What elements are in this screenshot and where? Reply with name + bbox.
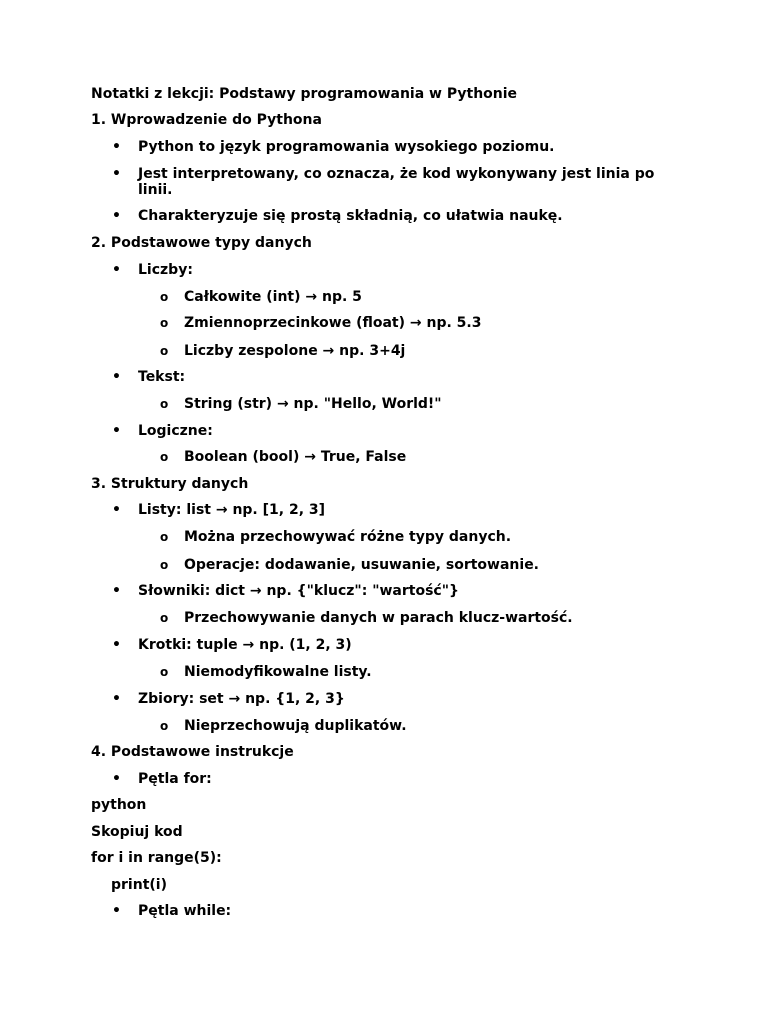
- document-title: Notatki z lekcji: Podstawy programowania w Pythonie: [91, 86, 518, 102]
- list-item: Listy: list → np. [1, 2, 3]: [138, 502, 326, 518]
- sub-list-item: Przechowywanie danych w parach klucz-wartość.: [184, 610, 573, 626]
- bullet-icon: •: [112, 502, 121, 518]
- sub-list-item: Liczby zespolone → np. 3+4j: [184, 343, 406, 359]
- bullet-icon: •: [112, 903, 121, 919]
- circle-bullet-icon: o: [160, 558, 169, 572]
- circle-bullet-icon: o: [160, 316, 169, 330]
- section-1-heading: 1. Wprowadzenie do Pythona: [91, 112, 322, 128]
- bullet-icon: •: [112, 583, 121, 599]
- circle-bullet-icon: o: [160, 344, 169, 358]
- bullet-icon: •: [112, 139, 121, 155]
- bullet-icon: •: [112, 771, 121, 787]
- bullet-icon: •: [112, 208, 121, 224]
- sub-list-item: Zmiennoprzecinkowe (float) → np. 5.3: [184, 315, 482, 331]
- sub-list-item: String (str) → np. "Hello, World!": [184, 396, 442, 412]
- sub-list-item: Niemodyfikowalne listy.: [184, 664, 372, 680]
- list-item: Logiczne:: [138, 423, 213, 439]
- code-line: for i in range(5):: [91, 850, 222, 866]
- list-item: Krotki: tuple → np. (1, 2, 3): [138, 637, 352, 653]
- code-line: print(i): [111, 877, 167, 893]
- circle-bullet-icon: o: [160, 665, 169, 679]
- sub-list-item: Całkowite (int) → np. 5: [184, 289, 362, 305]
- list-item: Pętla while:: [138, 903, 232, 919]
- bullet-icon: •: [112, 637, 121, 653]
- bullet-icon: •: [112, 262, 121, 278]
- circle-bullet-icon: o: [160, 397, 169, 411]
- list-item: Słowniki: dict → np. {"klucz": "wartość"}: [138, 583, 459, 599]
- sub-list-item: Boolean (bool) → True, False: [184, 449, 407, 465]
- list-item: Liczby:: [138, 262, 193, 278]
- copy-code-button[interactable]: Skopiuj kod: [91, 824, 183, 840]
- sub-list-item: Operacje: dodawanie, usuwanie, sortowanie.: [184, 557, 540, 573]
- section-3-heading: 3. Struktury danych: [91, 476, 249, 492]
- list-item: Pętla for:: [138, 771, 212, 787]
- list-item: Python to język programowania wysokiego poziomu.: [138, 139, 555, 155]
- code-language-label: python: [91, 797, 147, 813]
- bullet-icon: •: [112, 691, 121, 707]
- circle-bullet-icon: o: [160, 450, 169, 464]
- section-4-heading: 4. Podstawowe instrukcje: [91, 744, 294, 760]
- bullet-icon: •: [112, 369, 121, 385]
- list-item: Zbiory: set → np. {1, 2, 3}: [138, 691, 345, 707]
- bullet-icon: •: [112, 423, 121, 439]
- section-2-heading: 2. Podstawowe typy danych: [91, 235, 312, 251]
- list-item: Tekst:: [138, 369, 186, 385]
- circle-bullet-icon: o: [160, 611, 169, 625]
- sub-list-item: Można przechowywać różne typy danych.: [184, 529, 512, 545]
- sub-list-item: Nieprzechowują duplikatów.: [184, 718, 407, 734]
- circle-bullet-icon: o: [160, 530, 169, 544]
- list-item: Jest interpretowany, co oznacza, że kod wykonywany jest linia po linii.: [138, 166, 655, 198]
- circle-bullet-icon: o: [160, 719, 169, 733]
- bullet-icon: •: [112, 166, 121, 182]
- circle-bullet-icon: o: [160, 290, 169, 304]
- list-item: Charakteryzuje się prostą składnią, co ułatwia naukę.: [138, 208, 563, 224]
